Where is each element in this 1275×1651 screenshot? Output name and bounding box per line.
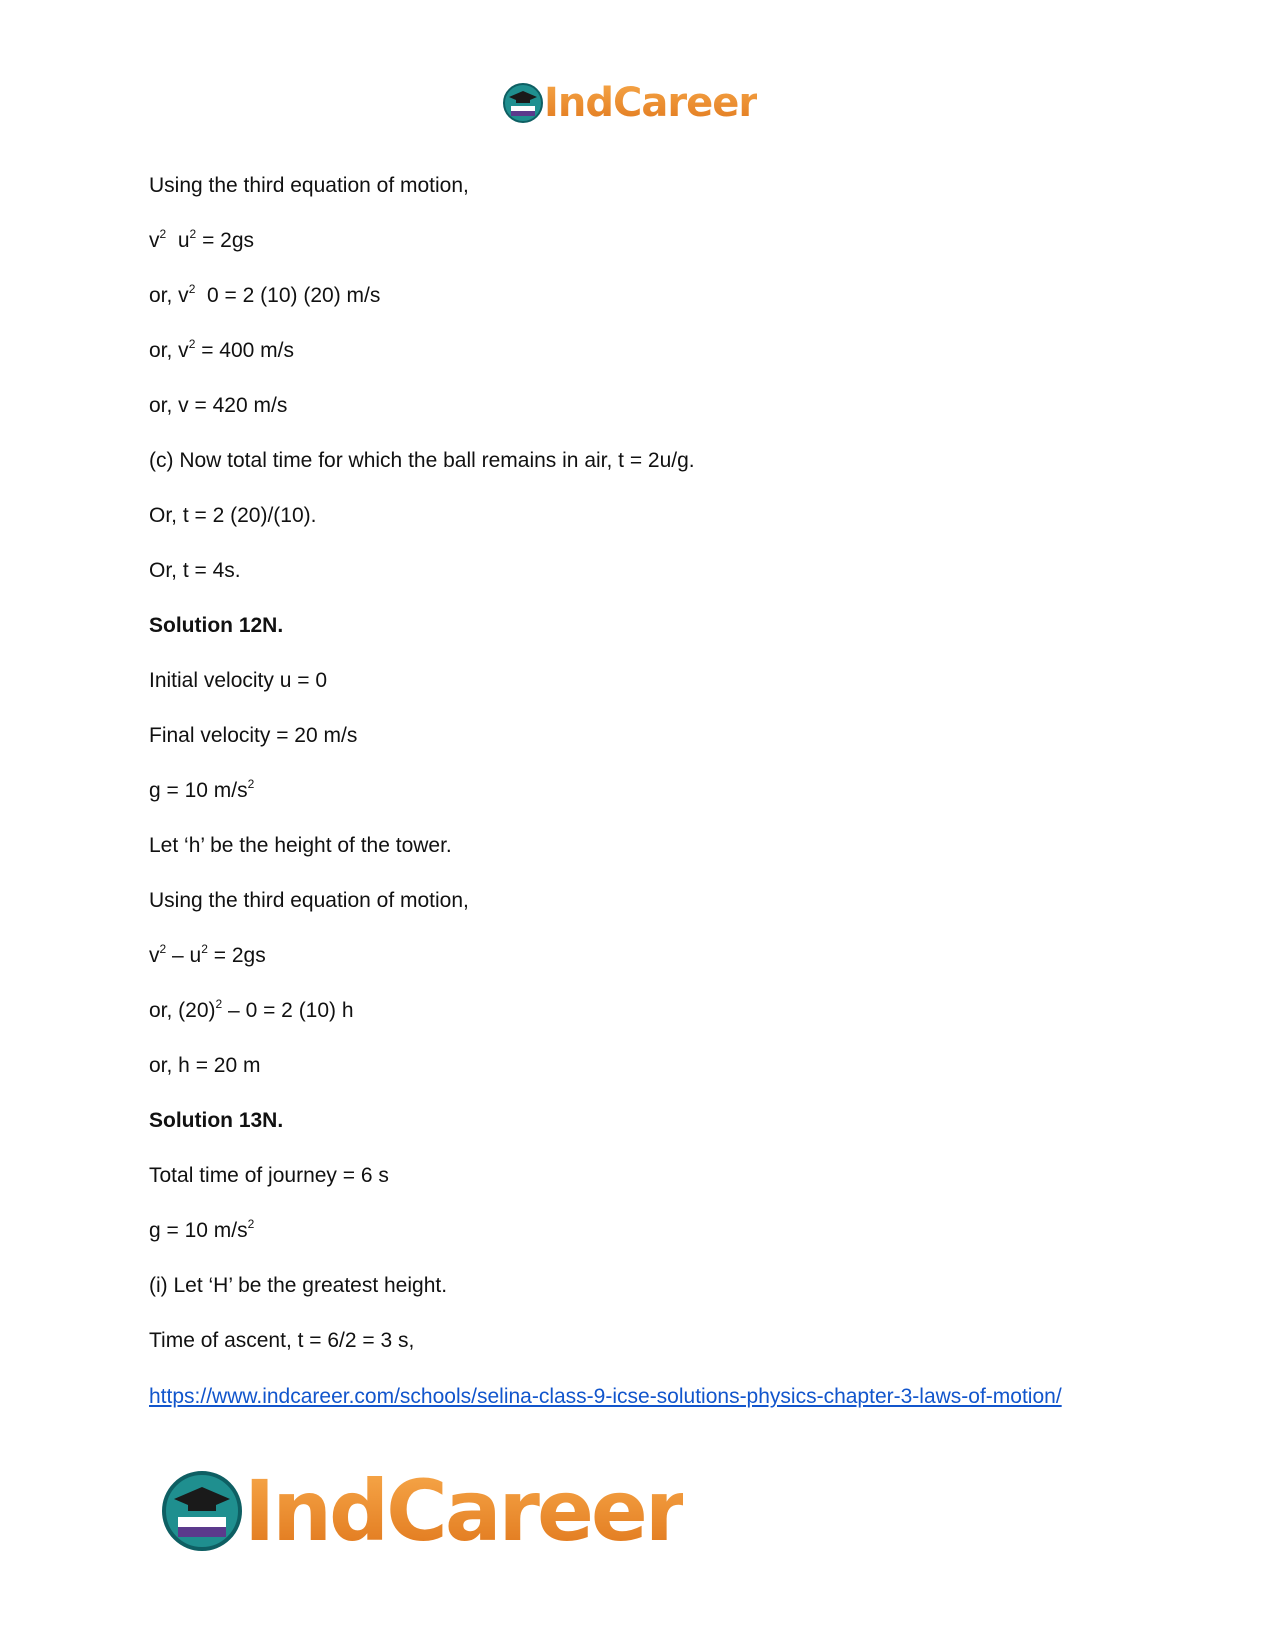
text-line: Let ‘h’ be the height of the tower. [149, 834, 452, 857]
text-line: Or, t = 4s. [149, 559, 241, 582]
section-heading: Solution 12N. [149, 614, 284, 637]
equation-line: or, $v^2$ 0 = 2 (10) (20) m/s [149, 282, 381, 307]
equation-line: $v^2$ $u^2 = 2gs$ [149, 227, 255, 252]
text-line: (i) Let ‘H’ be the greatest height. [149, 1274, 448, 1297]
equation-line: g = 10 $m/s^2$ [149, 1217, 255, 1242]
footer-logo [160, 1462, 684, 1560]
text-line: or, h = 20 m [149, 1054, 261, 1077]
equation-line: $v^2 - u^2 = 2gs$ [149, 942, 266, 967]
section-heading: Solution 13N. [149, 1109, 284, 1132]
text-line: Or, t = 2 (20)/(10). [149, 504, 317, 527]
equation-line: g = 10 $m/s^2$ [149, 777, 255, 802]
header-logo [502, 78, 757, 128]
equation-line: or, $(20)^2 - 0 = 2$ (10) h [149, 997, 354, 1022]
text-line: Time of ascent, t = 6/2 = 3 s, [149, 1329, 415, 1352]
graduation-cap-book-icon [160, 1469, 244, 1553]
text-line: Initial velocity u = 0 [149, 669, 328, 692]
text-line: or, v = 420 m/s [149, 394, 288, 417]
text-line: Total time of journey = 6 s [149, 1164, 389, 1187]
footer-logo-text: IndCareer [244, 1462, 684, 1560]
text-line: Using the third equation of motion, [149, 174, 469, 197]
source-link[interactable]: https://www.indcareer.com/schools/selina-class-9-icse-solutions-physics-chapter-3-laws-of-motion/ [149, 1385, 1062, 1408]
text-line: Using the third equation of motion, [149, 889, 469, 912]
text-line: Final velocity = 20 m/s [149, 724, 358, 747]
graduation-cap-book-icon [502, 82, 544, 124]
header-logo-text: IndCareer [544, 80, 758, 126]
text-line: (c) Now total time for which the ball remains in air, t = 2u/g. [149, 449, 695, 472]
equation-line: or, $v^2 = 400$ m/s [149, 337, 295, 362]
